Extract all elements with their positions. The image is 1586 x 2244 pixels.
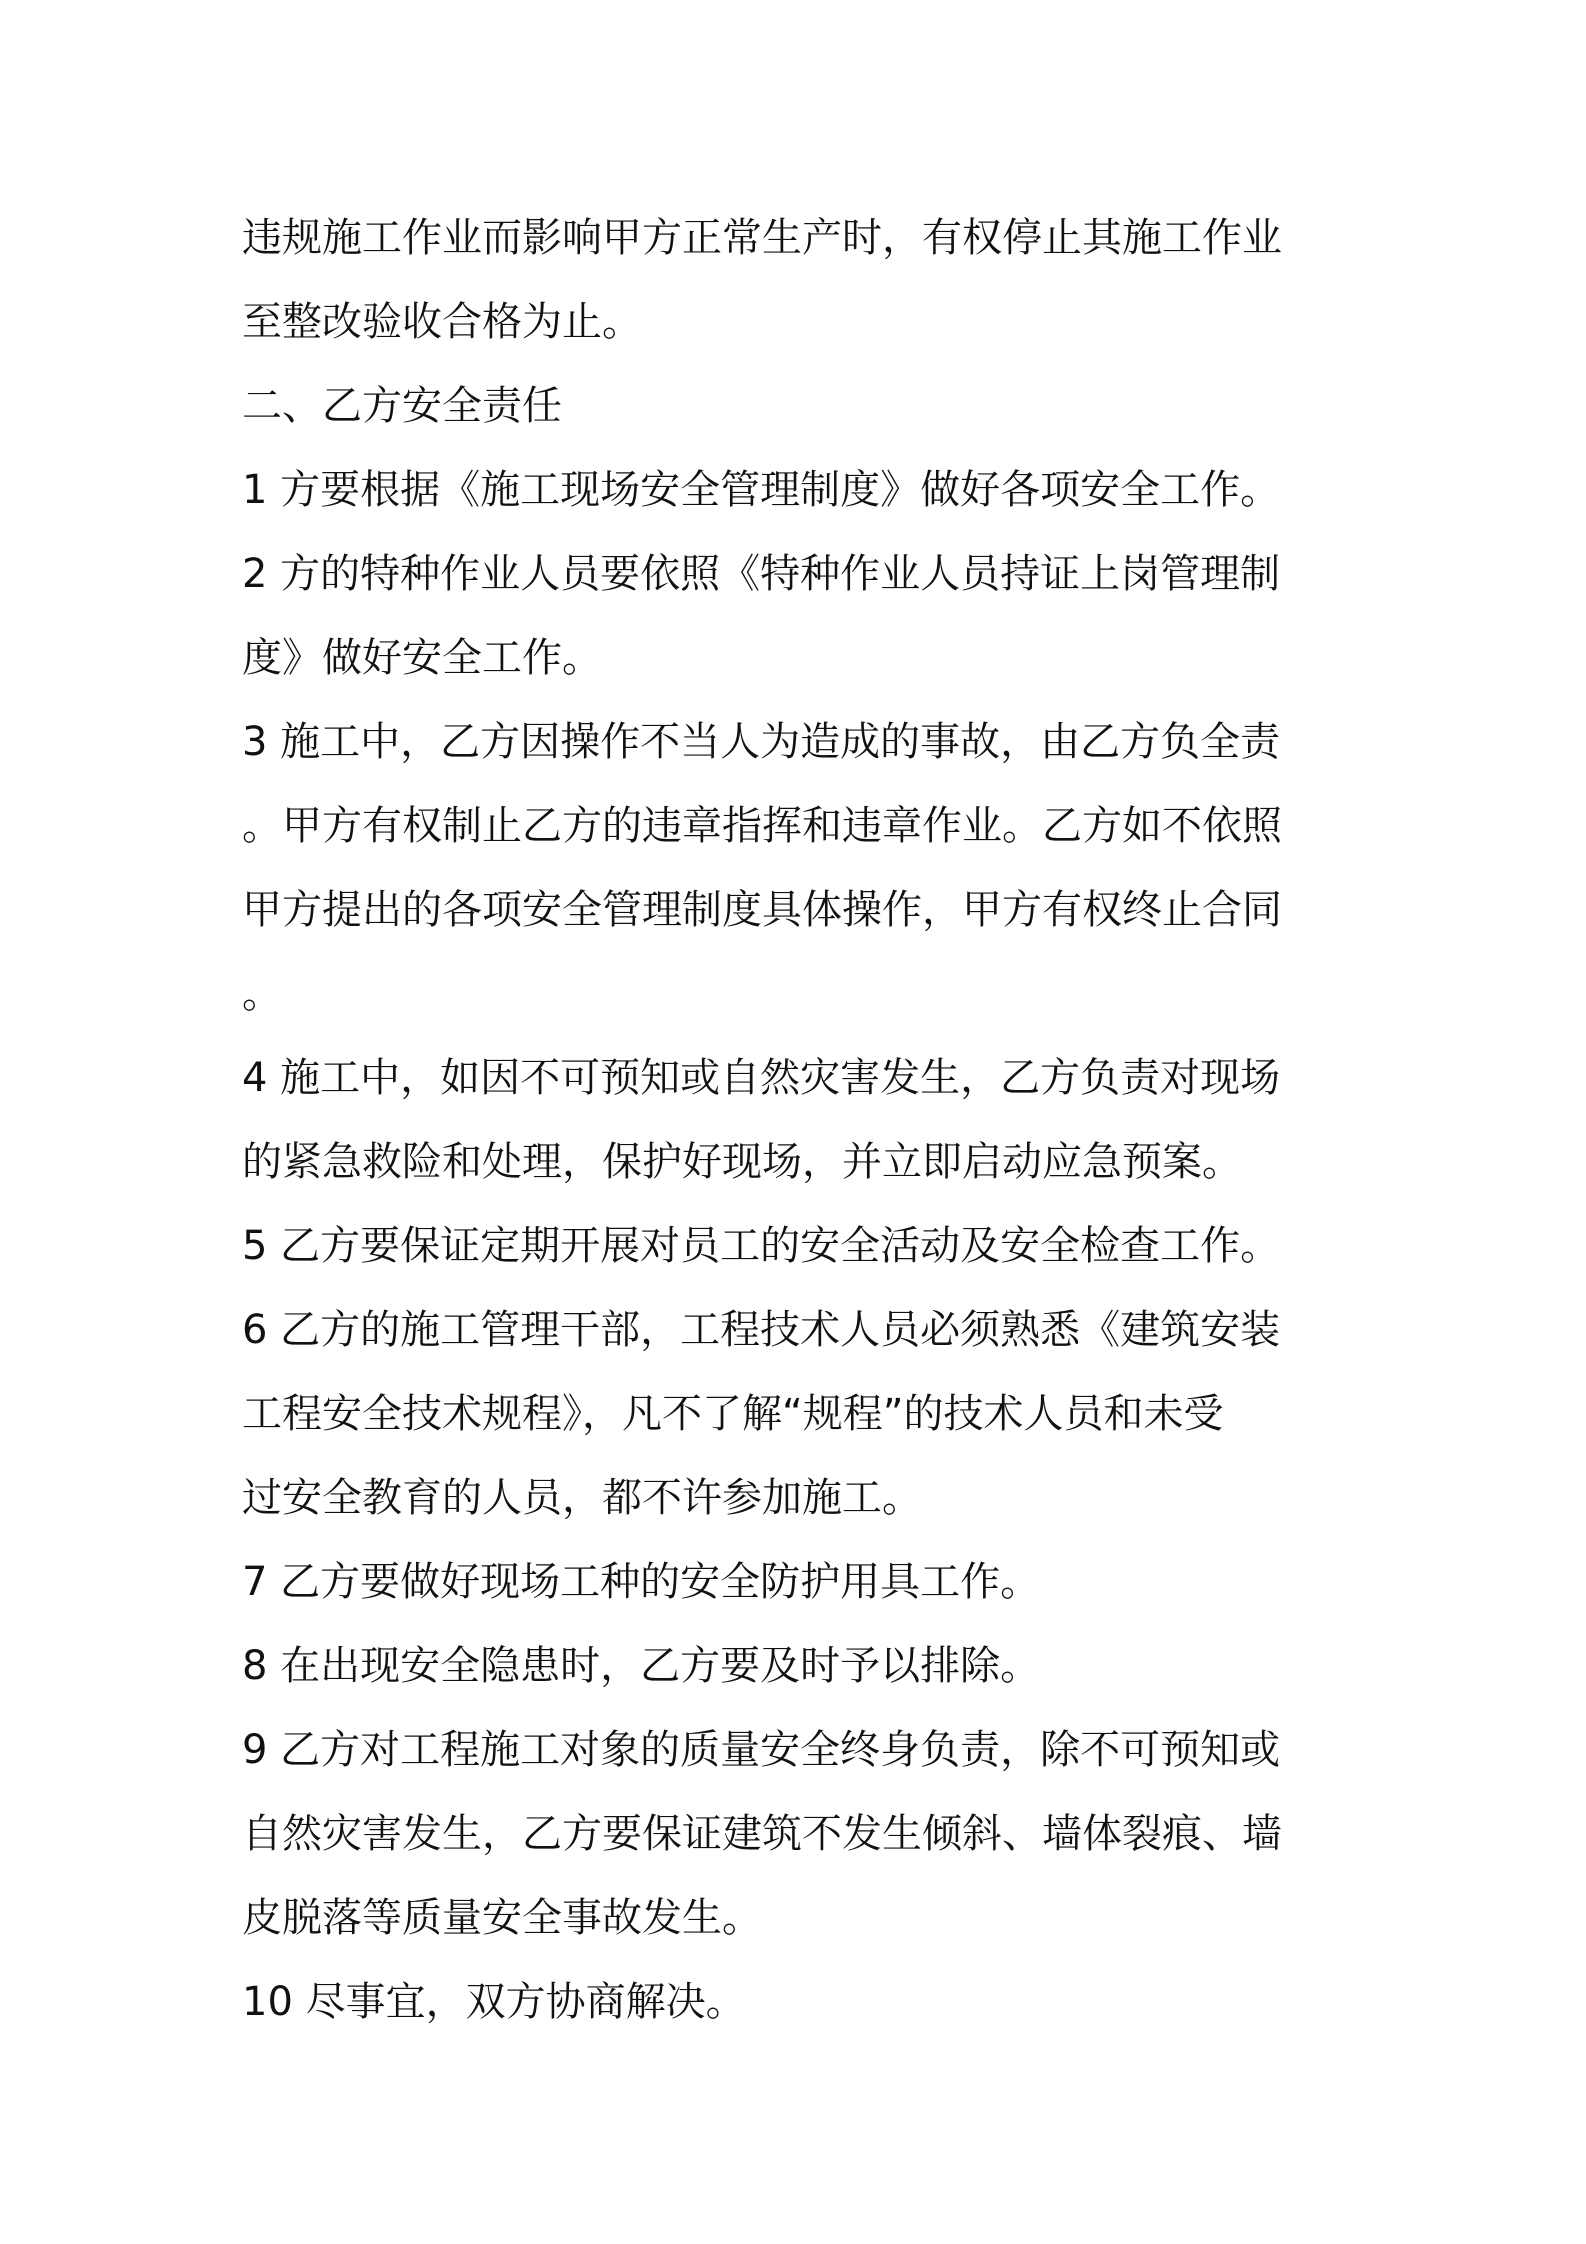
text-line: 10 尽事宜，双方协商解决。 <box>242 1979 746 2025</box>
text-line: 。甲方有权制止乙方的违章指挥和违章作业。乙方如不依照 <box>242 803 1282 849</box>
text-line: 5 乙方要保证定期开展对员工的安全活动及安全检查工作。 <box>242 1223 1281 1269</box>
text-line: 7 乙方要做好现场工种的安全防护用具工作。 <box>242 1559 1041 1605</box>
document-body <box>242 196 1366 2044</box>
text-line: 。 <box>242 971 282 1017</box>
text-line: 1 方要根据《施工现场安全管理制度》做好各项安全工作。 <box>242 467 1281 513</box>
text-line: 自然灾害发生，乙方要保证建筑不发生倾斜、墙体裂痕、墙 <box>242 1811 1282 1857</box>
text-line: 过安全教育的人员，都不许参加施工。 <box>242 1475 922 1521</box>
text-line: 3 施工中，乙方因操作不当人为造成的事故，由乙方负全责 <box>242 719 1281 765</box>
text-line: 2 方的特种作业人员要依照《特种作业人员持证上岗管理制 <box>242 551 1281 597</box>
text-line: 6 乙方的施工管理干部，工程技术人员必须熟悉《建筑安装 <box>242 1307 1281 1353</box>
text-line: 4 施工中，如因不可预知或自然灾害发生，乙方负责对现场 <box>242 1055 1281 1101</box>
text-line: 工程安全技术规程》，凡不了解“规程”的技术人员和未受 <box>242 1391 1224 1437</box>
text-line: 甲方提出的各项安全管理制度具体操作，甲方有权终止合同 <box>242 887 1282 933</box>
section-heading: 二、乙方安全责任 <box>242 383 562 429</box>
text-line: 违规施工作业而影响甲方正常生产时，有权停止其施工作业 <box>242 215 1282 261</box>
text-line: 的紧急救险和处理，保护好现场，并立即启动应急预案。 <box>242 1139 1242 1185</box>
text-line: 至整改验收合格为止。 <box>242 299 642 345</box>
text-line: 8 在出现安全隐患时，乙方要及时予以排除。 <box>242 1643 1041 1689</box>
text-line: 9 乙方对工程施工对象的质量安全终身负责，除不可预知或 <box>242 1727 1281 1773</box>
text-line: 度》做好安全工作。 <box>242 635 602 681</box>
text-line: 皮脱落等质量安全事故发生。 <box>242 1895 762 1941</box>
